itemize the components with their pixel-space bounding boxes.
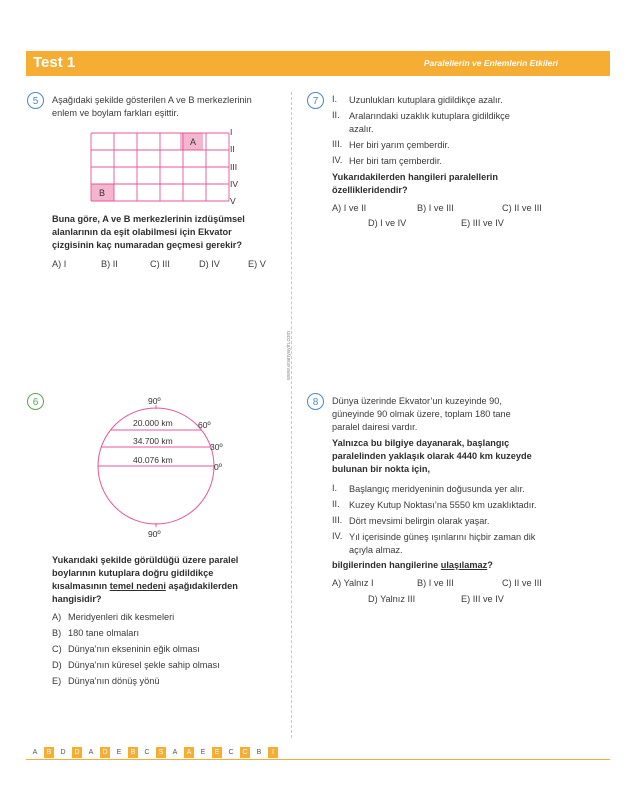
- answer-key-cell: A: [88, 749, 94, 756]
- q5-question-line2: alanlarının da eşit olabilmesi için Ekvator: [52, 227, 232, 237]
- test-title: Test 1: [33, 54, 76, 71]
- q5-question-line1: Buna göre, A ve B merkezlerinin izdüşümsel: [52, 214, 245, 224]
- answer-key-cell: B: [256, 749, 262, 756]
- distance-30: 34.700 km: [133, 436, 173, 446]
- q8-option-c[interactable]: C) II ve III: [502, 578, 542, 588]
- q8-option-b[interactable]: B) I ve III: [417, 578, 454, 588]
- grid-row-label-1: I: [230, 128, 233, 137]
- q7-question-line1: Yukarıdakilerden hangileri paralellerin: [332, 172, 498, 182]
- distance-0: 40.076 km: [133, 455, 173, 465]
- grid-label-b: B: [99, 188, 106, 198]
- q8-question-line1: Yalnızca bu bilgiye dayanarak, başlangıç: [332, 438, 510, 448]
- q6-option-b[interactable]: B) 180 tane olmaları: [52, 628, 139, 638]
- q5-option-c[interactable]: C) III: [150, 259, 170, 269]
- grid-row-label-4: IV: [230, 179, 239, 189]
- answer-key-cell: E: [200, 749, 206, 756]
- q5-option-a[interactable]: A) I: [52, 259, 67, 269]
- q8-underlined-word: ulaşılamaz: [440, 560, 488, 570]
- q8-text-line2: güneyinde 90 olmak üzere, toplam 180 tane: [332, 409, 511, 419]
- q7-option-c[interactable]: C) II ve III: [502, 203, 542, 213]
- q6-question-line1: Yukarıdaki şekilde görüldüğü üzere paralel: [52, 555, 239, 565]
- q7-item-2-text: Aralarındaki uzaklık kutuplara gidildikçe: [349, 111, 510, 121]
- q7-question-line2: özellikleridendir?: [332, 185, 408, 195]
- q7-item-4-num: IV.: [332, 155, 343, 165]
- q8-option-d[interactable]: D) Yalnız III: [368, 594, 416, 604]
- label-north-90: 90º: [148, 396, 161, 406]
- q8-item-4-text: Yıl içerisinde güneş ışınlarını hiçbir zaman dik: [349, 532, 536, 542]
- answer-key-cell: D: [72, 747, 82, 758]
- q8-question-line2: paralelinden yaklaşık olarak 4440 km kuzeyde: [332, 451, 532, 461]
- grid-row-label-5: V: [230, 196, 236, 206]
- q5-option-d[interactable]: D) IV: [199, 259, 220, 269]
- q7-item-2-num: II.: [332, 110, 340, 120]
- answer-key-cell: A: [172, 749, 178, 756]
- q6-question-line2: boylarının kutuplara doğru gidildikçe: [52, 568, 214, 578]
- q8-question-end: bilgilerinden hangilerine ulaşılamaz?: [332, 560, 493, 570]
- q7-item-3-text: Her biri yarım çemberdir.: [349, 140, 450, 150]
- answer-key-cell: E: [212, 747, 222, 758]
- q8-item-2-num: II.: [332, 499, 340, 509]
- q8-item-1-text: Başlangıç meridyeninin doğusunda yer alır.: [349, 484, 525, 494]
- q7-option-e[interactable]: E) III ve IV: [461, 218, 504, 228]
- watermark-url: www.eranyayin.com: [286, 331, 292, 380]
- q7-option-b[interactable]: B) I ve III: [417, 203, 454, 213]
- answer-key-cell: E: [116, 749, 122, 756]
- label-south-90: 90º: [148, 529, 161, 539]
- footer-line: [26, 759, 610, 760]
- q5-question-line3: çizgisinin kaç numaradan geçmesi gerekir?: [52, 240, 242, 250]
- q8-item-3-num: III.: [332, 515, 343, 525]
- q7-item-3-num: III.: [332, 139, 343, 149]
- label-0: 0º: [214, 462, 222, 472]
- q5-grid-figure: [88, 128, 258, 208]
- topic-title: Paralellerin ve Enlemlerin Etkileri: [423, 58, 558, 68]
- question-5-number: 5: [27, 92, 44, 109]
- column-divider: [291, 92, 292, 738]
- q6-option-c[interactable]: C) Dünya’nın ekseninin eğik olması: [52, 644, 200, 654]
- answer-key-cell: S: [156, 747, 166, 758]
- question-6-number: 6: [27, 393, 44, 410]
- q8-item-3-text: Dört mevsimi belirgin olarak yaşar.: [349, 516, 490, 526]
- answer-key-cell: B: [128, 747, 138, 758]
- q7-item-1-text: Uzunlukları kutuplara gidildikçe azalır.: [349, 95, 503, 105]
- answer-key-cell: C: [144, 749, 150, 756]
- q8-text-line3: paralel dairesi vardır.: [332, 422, 418, 432]
- q6-question-line4: hangisidir?: [52, 594, 102, 604]
- answer-key-cell: C: [240, 747, 250, 758]
- question-7-number: 7: [307, 92, 324, 109]
- q6-question-line3: kısalmasının temel nedeni aşağıdakilerden: [52, 581, 238, 591]
- answer-key-cell: A: [184, 747, 194, 758]
- distance-60: 20.000 km: [133, 418, 173, 428]
- q6-underlined-phrase: temel nedeni: [109, 581, 166, 591]
- answer-key-cell: B: [44, 747, 54, 758]
- q8-item-4-text-cont: açıyla almaz.: [349, 545, 403, 555]
- q6-option-a[interactable]: A) Meridyenleri dik kesmeleri: [52, 612, 175, 622]
- grid-row-label-3: III: [230, 162, 238, 172]
- answer-key-cell: D: [60, 749, 66, 756]
- q8-option-e[interactable]: E) III ve IV: [461, 594, 504, 604]
- answer-key-cell: A: [32, 749, 38, 756]
- q5-option-e[interactable]: E) V: [248, 259, 266, 269]
- q8-item-1-num: I.: [332, 483, 338, 493]
- q8-text-line1: Dünya üzerinde Ekvator’un kuzeyinde 90,: [332, 396, 502, 406]
- q6-option-d[interactable]: D) Dünya’nın küresel şekle sahip olması: [52, 660, 220, 670]
- question-8-number: 8: [307, 393, 324, 410]
- label-60: 60º: [198, 420, 211, 430]
- q7-item-1-num: I.: [332, 94, 338, 104]
- answer-key-cell: C: [228, 749, 234, 756]
- label-30: 30º: [210, 442, 223, 452]
- header-bar: [26, 51, 610, 76]
- q5-option-b[interactable]: B) II: [101, 259, 118, 269]
- q8-item-2-text: Kuzey Kutup Noktası’na 5550 km uzaklıktadır.: [349, 500, 537, 510]
- q8-option-a[interactable]: A) Yalnız I: [332, 578, 374, 588]
- q7-item-4-text: Her biri tam çemberdir.: [349, 156, 442, 166]
- q8-question-line3: bulunan bir nokta için,: [332, 464, 431, 474]
- q8-item-4-num: IV.: [332, 531, 343, 541]
- q7-option-d[interactable]: D) I ve IV: [368, 218, 407, 228]
- q6-option-e[interactable]: E) Dünya’nın dönüş yönü: [52, 676, 160, 686]
- grid-label-a: A: [190, 137, 197, 147]
- q7-option-a[interactable]: A) I ve II: [332, 203, 367, 213]
- answer-key-cell: D: [100, 747, 110, 758]
- q6-globe-figure: [90, 395, 240, 545]
- q7-item-2-text-cont: azalır.: [349, 124, 374, 134]
- grid-row-label-2: II: [230, 144, 235, 154]
- answer-key-cell: I: [268, 747, 278, 758]
- q5-text-line1: Aşağıdaki şekilde gösterilen A ve B merkezlerinin: [52, 95, 252, 105]
- q5-text-line2: enlem ve boylam farkları eşittir.: [52, 108, 179, 118]
